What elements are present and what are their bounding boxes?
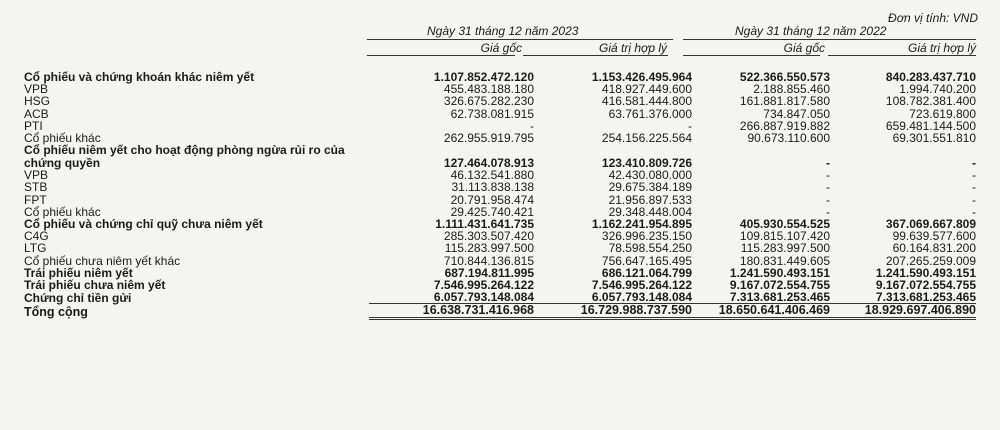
cell-2022-cost: 115.283.997.500	[740, 241, 830, 256]
row-label: ACB	[24, 106, 49, 121]
row-label: Cổ phiếu khác	[24, 204, 101, 219]
col-2023-fair-header: Giá trị hợp lý	[599, 41, 667, 55]
unit-note: Đơn vị tính: VND	[888, 11, 978, 25]
row-label: HSG	[24, 94, 51, 109]
cell-2022-cost: 161.881.817.580	[739, 94, 830, 109]
period-2023-rule	[367, 39, 673, 40]
cell-2023-cost: 455.483.188.180	[443, 82, 534, 97]
cell-2023-cost: 1.107.852.472.120	[433, 70, 534, 84]
cell-2023-fair: 123.410.809.726	[601, 156, 692, 171]
table-row	[24, 291, 976, 304]
cell-2023-fair: 29.675.384.189	[608, 180, 692, 195]
cell-2023-fair: 6.057.793.148.084	[534, 291, 692, 304]
row-label: C4G	[24, 229, 49, 244]
col-2022-fair-header: Giá trị hợp lý	[908, 41, 976, 55]
cell-2023-fair: 1.162.241.954.895	[591, 217, 692, 232]
cell-2022-cost: -	[826, 204, 830, 219]
cell-2023-fair: 326.996.235.150	[601, 229, 692, 244]
cell-2023-cost: 285.303.507.420	[443, 229, 534, 244]
table-row	[24, 242, 976, 254]
cell-2023-fair: 42.430.080.000	[608, 168, 692, 183]
cell-2022-fair: 99.639.577.600	[892, 229, 976, 244]
cell-2023-cost: 7.546.995.264.122	[433, 278, 534, 293]
cell-2023-cost: 20.791.958.474	[450, 192, 534, 207]
row-label: VPB	[24, 82, 49, 97]
table-row	[24, 144, 976, 169]
cell-2023-cost: 710.844.136.815	[443, 253, 534, 268]
cell-2023-cost: 262.955.919.795	[443, 131, 534, 146]
cell-2022-cost: 18.650.641.406.469	[692, 304, 830, 318]
cell-2022-fair: 18.929.697.406.890	[830, 304, 976, 318]
cell-2022-fair: 108.782.381.400	[885, 94, 976, 109]
cell-2023-cost: 6.057.793.148.084	[369, 291, 534, 304]
row-label: Trái phiếu niêm yết	[24, 265, 133, 280]
col-2022-cost-rule	[683, 55, 820, 56]
cell-2022-fair: 367.069.667.809	[885, 217, 976, 232]
cell-2022-fair: -	[972, 156, 976, 171]
cell-2023-cost: 1.111.431.641.735	[435, 217, 534, 232]
cell-2023-fair: 63.761.376.000	[608, 106, 692, 121]
cell-2022-fair: -	[972, 180, 976, 195]
cell-2022-fair: 723.619.800	[909, 106, 976, 121]
row-label: Chứng chỉ tiền gửi	[24, 290, 132, 305]
cell-2023-cost: 326.675.282.230	[443, 94, 534, 109]
cell-2022-fair: -	[972, 168, 976, 183]
cell-2023-cost: 46.132.541.880	[450, 168, 534, 183]
cell-2022-fair: 1.994.740.200	[899, 82, 976, 97]
row-label: Tổng cộng	[24, 304, 88, 319]
total-row	[24, 304, 976, 318]
cell-2022-fair: 69.301.551.810	[892, 131, 976, 146]
cell-2022-fair: 7.313.681.253.465	[830, 291, 976, 304]
cell-2023-fair: 21.956.897.533	[608, 192, 692, 207]
cell-2022-cost: -	[826, 156, 830, 171]
row-label: LTG	[24, 241, 47, 256]
cell-2023-fair: 686.121.064.799	[601, 265, 692, 280]
cell-2022-cost: 9.167.072.554.755	[729, 278, 830, 293]
cell-2022-fair: 60.164.831.200	[892, 241, 976, 256]
row-label: Cổ phiếu và chứng khoán khác niêm yết	[24, 70, 255, 84]
row-label: FPT	[24, 192, 47, 207]
cell-2023-cost: -	[530, 118, 534, 133]
cell-2022-cost: 90.673.110.600	[747, 131, 830, 146]
cell-2022-cost: 109.815.107.420	[739, 229, 830, 244]
cell-2022-cost: 180.831.449.605	[739, 253, 830, 268]
cell-2023-cost: 16.638.731.416.968	[369, 304, 534, 318]
cell-2022-fair: 207.265.259.009	[885, 253, 976, 268]
cell-2023-fair: 418.927.449.600	[601, 82, 692, 97]
cell-2023-fair: 7.546.995.264.122	[591, 278, 692, 293]
table-row	[24, 255, 976, 267]
cell-2022-cost: 734.847.050	[763, 106, 830, 121]
cell-2023-fair: 416.581.444.800	[601, 94, 692, 109]
cell-2022-fair: -	[972, 204, 976, 219]
row-label: Cổ phiếu và chứng chỉ quỹ chưa niêm yết	[24, 217, 263, 232]
cell-2023-cost: 127.464.078.913	[443, 156, 534, 171]
cell-2023-cost: 115.283.997.500	[444, 241, 534, 256]
cell-2023-fair: 1.153.426.495.964	[591, 70, 692, 84]
cell-2022-fair: 1.241.590.493.151	[875, 265, 976, 280]
row-label: PTI	[24, 118, 43, 133]
row-label: STB	[24, 180, 48, 195]
cell-2023-fair: 756.647.165.495	[601, 253, 692, 268]
col-2023-cost-header: Giá gốc	[480, 41, 522, 55]
cell-2023-fair: 29.348.448.004	[608, 204, 692, 219]
cell-2022-fair: -	[972, 192, 976, 207]
cell-2022-cost: 7.313.681.253.465	[692, 291, 830, 304]
cell-2022-cost: -	[826, 180, 830, 195]
cell-2022-cost: 522.366.550.573	[739, 70, 830, 84]
col-2023-fair-rule	[523, 55, 668, 56]
cell-2023-cost: 31.113.838.138	[451, 180, 534, 195]
row-label: Trái phiếu chưa niêm yết	[24, 278, 166, 293]
cell-2023-cost: 62.738.081.915	[450, 106, 534, 121]
cell-2023-fair: -	[688, 118, 692, 133]
cell-2023-fair: 254.156.225.564	[601, 131, 692, 146]
cell-2022-cost: 1.241.590.493.151	[729, 265, 830, 280]
period-2022-rule	[683, 39, 976, 40]
cell-2023-fair: 78.598.554.250	[608, 241, 692, 256]
cell-2022-cost: 2.188.855.460	[753, 82, 830, 97]
investment-table	[24, 71, 976, 320]
cell-2023-fair: 16.729.988.737.590	[534, 304, 692, 318]
row-label: Cổ phiếu chưa niêm yết khác	[24, 253, 181, 268]
table-row	[24, 181, 976, 193]
col-2023-cost-rule	[367, 55, 515, 56]
row-label: Cổ phiếu khác	[24, 131, 101, 146]
col-2022-cost-header: Giá gốc	[783, 41, 825, 55]
table-row	[24, 95, 976, 107]
col-2022-fair-rule	[828, 55, 976, 56]
cell-2022-cost: -	[826, 168, 830, 183]
row-label: Cổ phiếu niêm yết cho hoạt động phòng ngừa rủi ro của chứng quyền	[24, 143, 345, 170]
cell-2023-cost: 29.425.740.421	[450, 204, 534, 219]
table-row	[24, 108, 976, 120]
cell-2022-cost: 266.887.919.882	[739, 118, 830, 133]
cell-2022-cost: -	[826, 192, 830, 207]
cell-2022-fair: 840.283.437.710	[885, 70, 976, 84]
period-2022-title: Ngày 31 tháng 12 năm 2022	[735, 24, 887, 38]
cell-2023-cost: 687.194.811.995	[444, 265, 534, 280]
row-label: VPB	[24, 168, 49, 183]
cell-2022-fair: 659.481.144.500	[885, 118, 976, 133]
cell-2022-fair: 9.167.072.554.755	[875, 278, 976, 293]
cell-2022-cost: 405.930.554.525	[739, 217, 830, 232]
period-2023-title: Ngày 31 tháng 12 năm 2023	[427, 24, 579, 38]
table-row	[24, 194, 976, 206]
